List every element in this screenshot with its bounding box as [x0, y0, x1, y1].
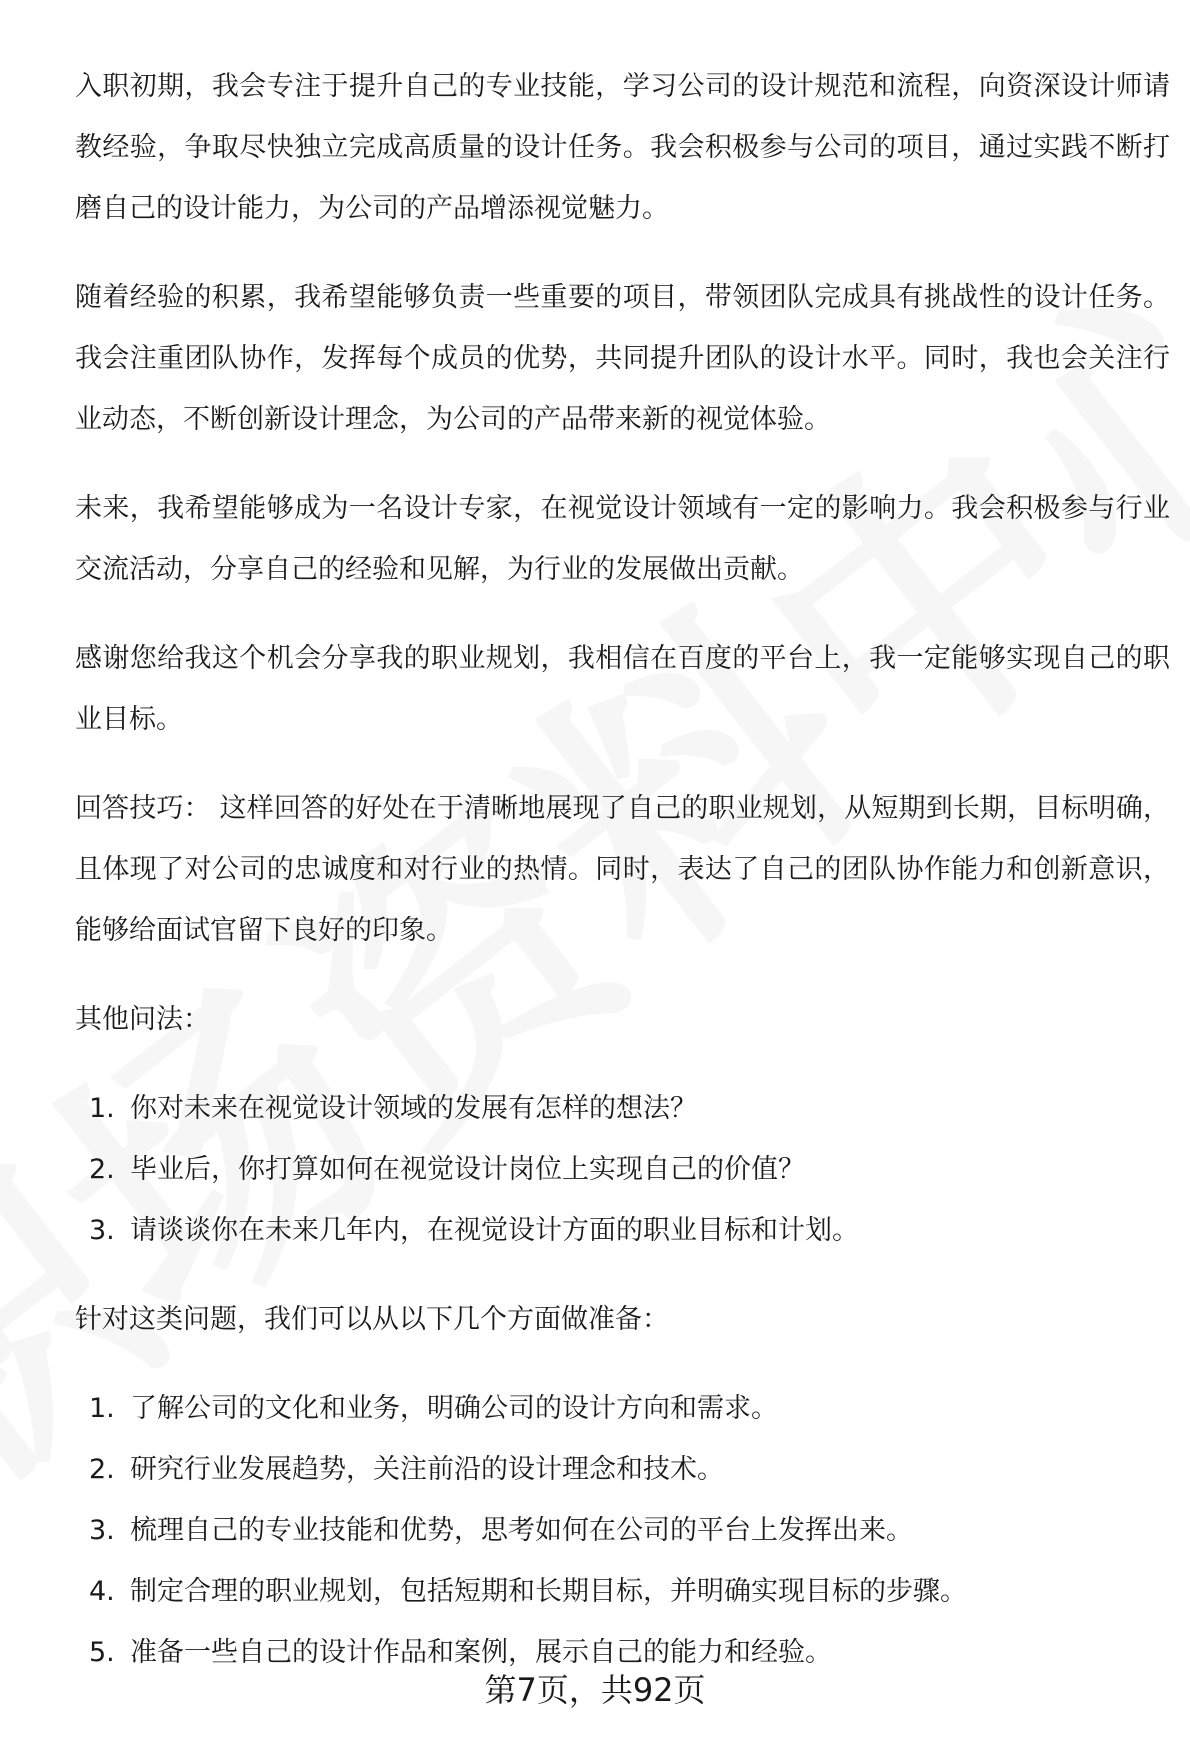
other-questions-list [75, 1078, 1170, 1261]
list-item [75, 1439, 1170, 1500]
list-number: 3. [89, 1515, 115, 1546]
preparation-list [75, 1378, 1170, 1683]
list-item [75, 1561, 1170, 1622]
list-item [75, 1378, 1170, 1439]
list-item [75, 1078, 1170, 1139]
list-item [75, 1200, 1170, 1261]
list-number: 5. [89, 1637, 115, 1668]
list-text: 研究行业发展趋势，关注前沿的设计理念和技术。 [130, 1454, 724, 1485]
list-item [75, 1500, 1170, 1561]
list-text: 请谈谈你在未来几年内，在视觉设计方面的职业目标和计划。 [130, 1215, 859, 1246]
paragraph-mid-career: 随着经验的积累，我希望能够负责一些重要的项目，带领团队完成具有挑战性的设计任务。我会注重团队协作，发挥每个成员的优势，共同提升团队的设计水平。同时，我也会关注行业动态，不断创新设计理念，为公司的产品带来新的视觉体验。 [75, 282, 1170, 435]
paragraph-future: 未来，我希望能够成为一名设计专家，在视觉设计领域有一定的影响力。我会积极参与行业交流活动，分享自己的经验和见解，为行业的发展做出贡献。 [75, 493, 1170, 585]
list-number: 1. [89, 1093, 115, 1124]
list-text: 准备一些自己的设计作品和案例，展示自己的能力和经验。 [130, 1637, 832, 1668]
list-number: 1. [89, 1393, 115, 1424]
paragraph-answer-tips: 回答技巧： 这样回答的好处在于清晰地展现了自己的职业规划，从短期到长期，目标明确，且体现了对公司的忠诚度和对行业的热情。同时，表达了自己的团队协作能力和创新意识，能够给面试官留下良好的印象。 [75, 793, 1170, 946]
list-text: 了解公司的文化和业务，明确公司的设计方向和需求。 [130, 1393, 778, 1424]
list-number: 3. [89, 1215, 115, 1246]
list-number: 2. [89, 1454, 115, 1485]
list-text: 你对未来在视觉设计领域的发展有怎样的想法？ [130, 1093, 697, 1124]
document-page [75, 56, 1170, 1711]
paragraph-early-career: 入职初期，我会专注于提升自己的专业技能，学习公司的设计规范和流程，向资深设计师请教经验，争取尽快独立完成高质量的设计任务。我会积极参与公司的项目，通过实践不断打磨自己的设计能力，为公司的产品增添视觉魅力。 [75, 71, 1170, 224]
list-text: 制定合理的职业规划，包括短期和长期目标，并明确实现目标的步骤。 [130, 1576, 967, 1607]
page-number-footer: 第7页，共92页 [484, 1671, 706, 1709]
list-number: 4. [89, 1576, 115, 1607]
heading-other-questions: 其他问法： [75, 1004, 210, 1035]
list-text: 梳理自己的专业技能和优势，思考如何在公司的平台上发挥出来。 [130, 1515, 913, 1546]
list-text: 毕业后，你打算如何在视觉设计岗位上实现自己的价值？ [130, 1154, 805, 1185]
heading-preparation: 针对这类问题，我们可以从以下几个方面做准备： [75, 1304, 669, 1335]
list-item [75, 1139, 1170, 1200]
list-number: 2. [89, 1154, 115, 1185]
paragraph-thanks: 感谢您给我这个机会分享我的职业规划，我相信在百度的平台上，我一定能够实现自己的职业目标。 [75, 643, 1170, 735]
